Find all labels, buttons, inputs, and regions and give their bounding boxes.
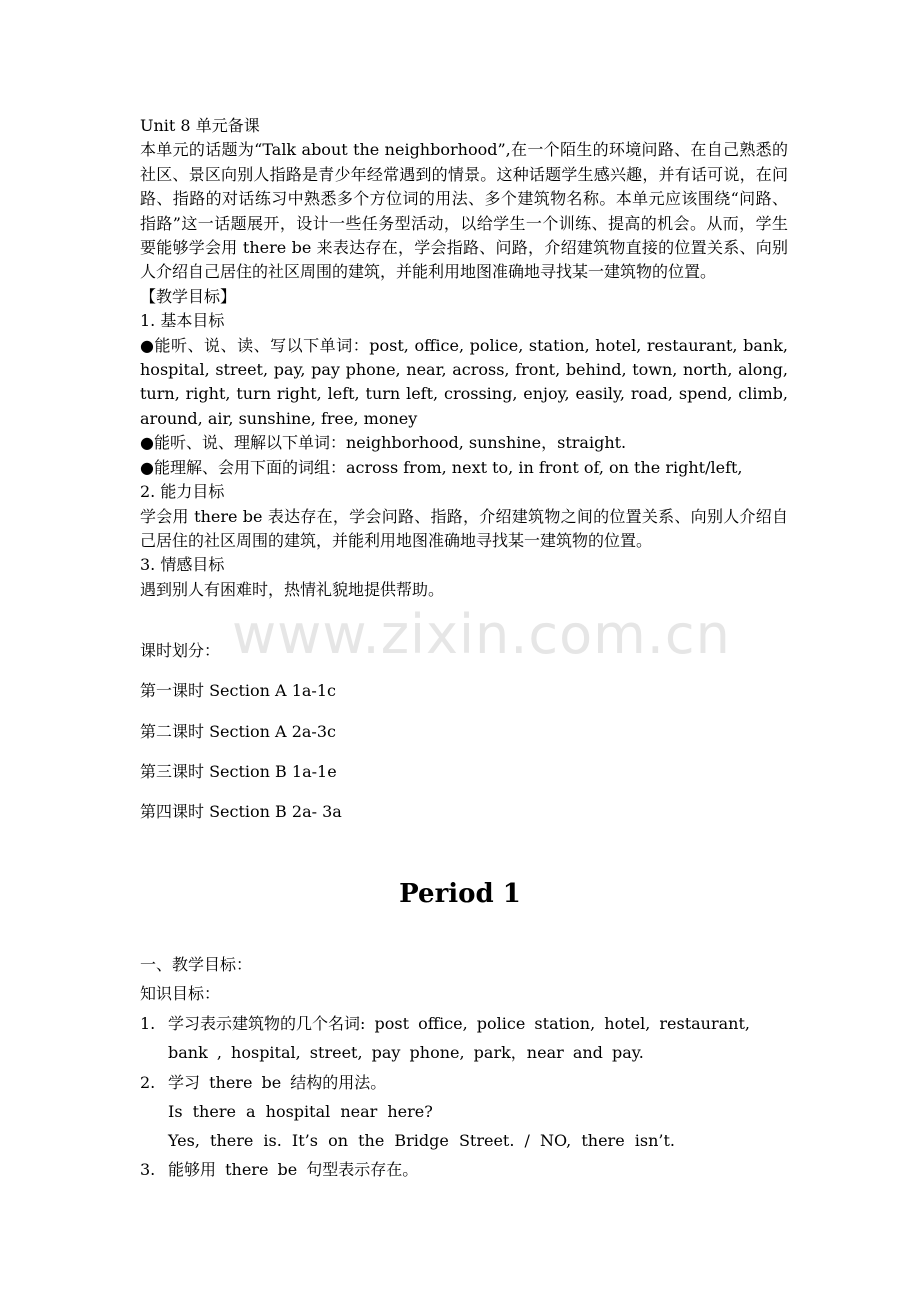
example-answer: Yes, there is. It’s on the Bridge Street. / NO, there isn’t. <box>168 1131 675 1150</box>
knowledge-item-1 <box>140 1009 794 1067</box>
item-text: 能够用 there be 句型表示存在。 <box>168 1160 419 1179</box>
item-text: 学习 there be 结构的用法。 <box>168 1073 387 1092</box>
ability-goal-text: 学会用 there be 表达存在，学会问路、指路，介绍建筑物之间的位置关系、向别人介绍自己居住的社区周围的建筑，并能利用地图准确地寻找某一建筑物的位置。 <box>140 506 788 550</box>
unit-intro <box>140 114 788 602</box>
item-number: 3. <box>140 1160 156 1179</box>
item-number: 1. <box>140 1014 156 1033</box>
intro-paragraph: 本单元的话题为“Talk about the neighborhood”,在一个陌生的环境问路、在自己熟悉的社区、景区向别人指路是青少年经常遇到的情景。这种话题学生感兴趣，并有话可说，在问路、指路的对话练习中熟悉多个方位词的用法、多个建筑物名称。本单元应该围绕“问路、指路”这一话题展开，设计一些任务型活动，以给学生一个训练、提高的机会。从而，学生要能够学会用 there be 来表达存在，学会指路、问路，介绍建筑物直接的位置关系、向别人介绍自己居住的社区周围的建筑，并能利用地图准确地寻找某一建筑物的位置。 <box>140 140 788 282</box>
vocab-write-bullet: ●能听、说、读、写以下单词：post, office, police, station, hotel, restaurant, bank, hospital, street, pay, pay phone, near, across, front, behind, town, north, along, turn, right, turn right, left, turn left, crossing, enjoy, easily, road, spend, climb, around, air, sunshine, free, money <box>140 335 788 428</box>
unit-heading: Unit 8 单元备课 <box>140 116 260 135</box>
basic-goal-heading: 1. 基本目标 <box>140 311 225 331</box>
example-question: Is there a hospital near here? <box>168 1102 433 1121</box>
item-number: 2. <box>140 1073 156 1092</box>
schedule-item-4: 第四课时 Section B 2a- 3a <box>140 802 342 821</box>
vocab-listen-bullet: ●能听、说、理解以下单词：neighborhood, sunshine，straight. <box>140 433 627 453</box>
emotion-goal-text: 遇到别人有困难时，热情礼貌地提供帮助。 <box>140 579 445 599</box>
watermark: www.zixin.com.cn <box>232 603 731 666</box>
schedule-heading: 课时划分： <box>140 641 221 660</box>
item-text: 学习表示建筑物的几个名词: post office, police station, hotel, restaurant, bank , hospital, street, pay phone, park，near and pay. <box>168 1014 750 1062</box>
goals-heading: 一、教学目标： <box>140 955 253 974</box>
knowledge-item-2 <box>140 1068 794 1097</box>
knowledge-item-3 <box>140 1155 794 1184</box>
ability-goal-heading: 2. 能力目标 <box>140 482 225 502</box>
schedule-item-2: 第二课时 Section A 2a-3c <box>140 722 336 741</box>
objectives-heading: 【教学目标】 <box>140 286 237 306</box>
emotion-goal-heading: 3. 情感目标 <box>140 555 225 575</box>
knowledge-heading: 知识目标： <box>140 984 221 1003</box>
schedule-item-3: 第三课时 Section B 1a-1e <box>140 762 337 781</box>
phrases-bullet: ●能理解、会用下面的词组：across from, next to, in front of, on the right/left, <box>140 457 743 477</box>
schedule-item-1: 第一课时 Section A 1a-1c <box>140 681 336 700</box>
period-title: Period 1 <box>399 879 521 909</box>
